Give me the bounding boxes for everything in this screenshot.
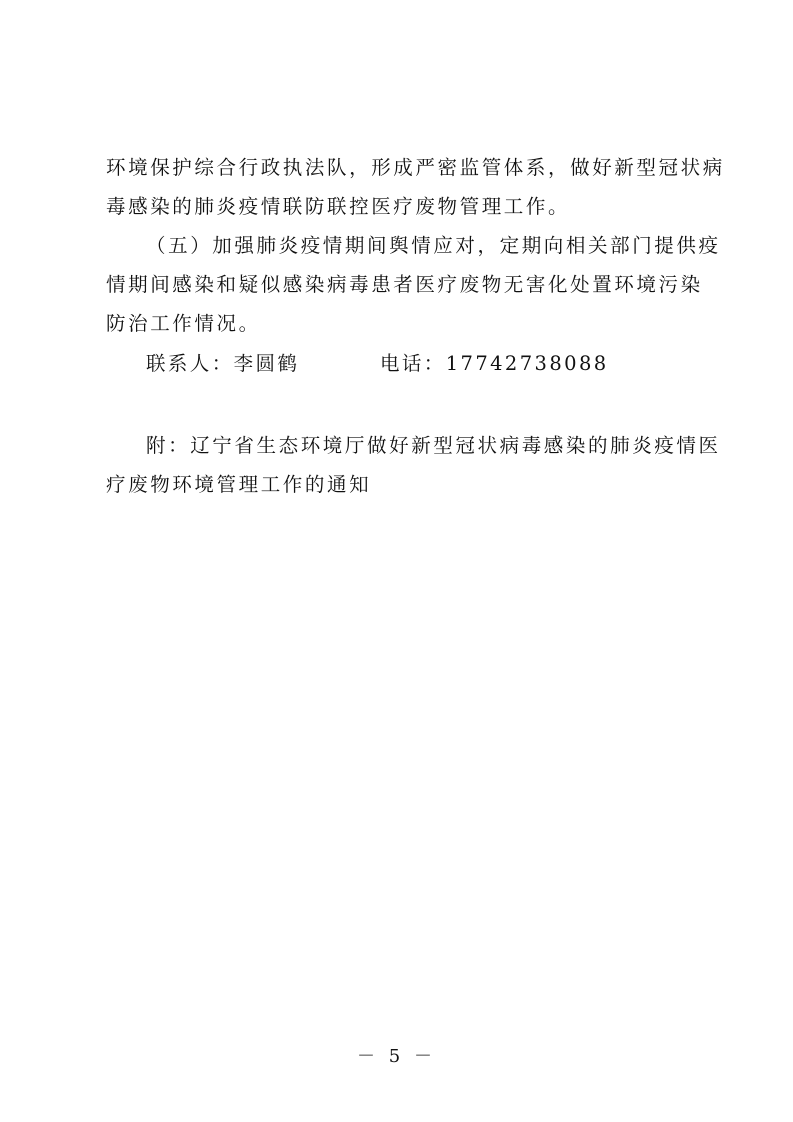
attachment-line: 附：辽宁省生态环境厅做好新型冠状病毒感染的肺炎疫情医 bbox=[146, 434, 721, 457]
contact-person: 联系人：李圆鹤 bbox=[146, 352, 300, 375]
paragraph-line: 防治工作情况。 bbox=[106, 312, 261, 335]
paragraph-line: 毒感染的肺炎疫情联防联控医疗废物管理工作。 bbox=[106, 195, 571, 218]
page-number: － 5 － bbox=[357, 1046, 436, 1067]
attachment-line: 疗废物环境管理工作的通知 bbox=[106, 473, 372, 496]
contact-phone: 电话：17742738088 bbox=[380, 352, 609, 375]
paragraph-line: 环境保护综合行政执法队，形成严密监管体系，做好新型冠状病 bbox=[106, 156, 725, 179]
paragraph-line: （五）加强肺炎疫情期间舆情应对，定期向相关部门提供疫 bbox=[146, 234, 721, 257]
paragraph-line: 情期间感染和疑似感染病毒患者医疗废物无害化处置环境污染 bbox=[106, 273, 703, 296]
